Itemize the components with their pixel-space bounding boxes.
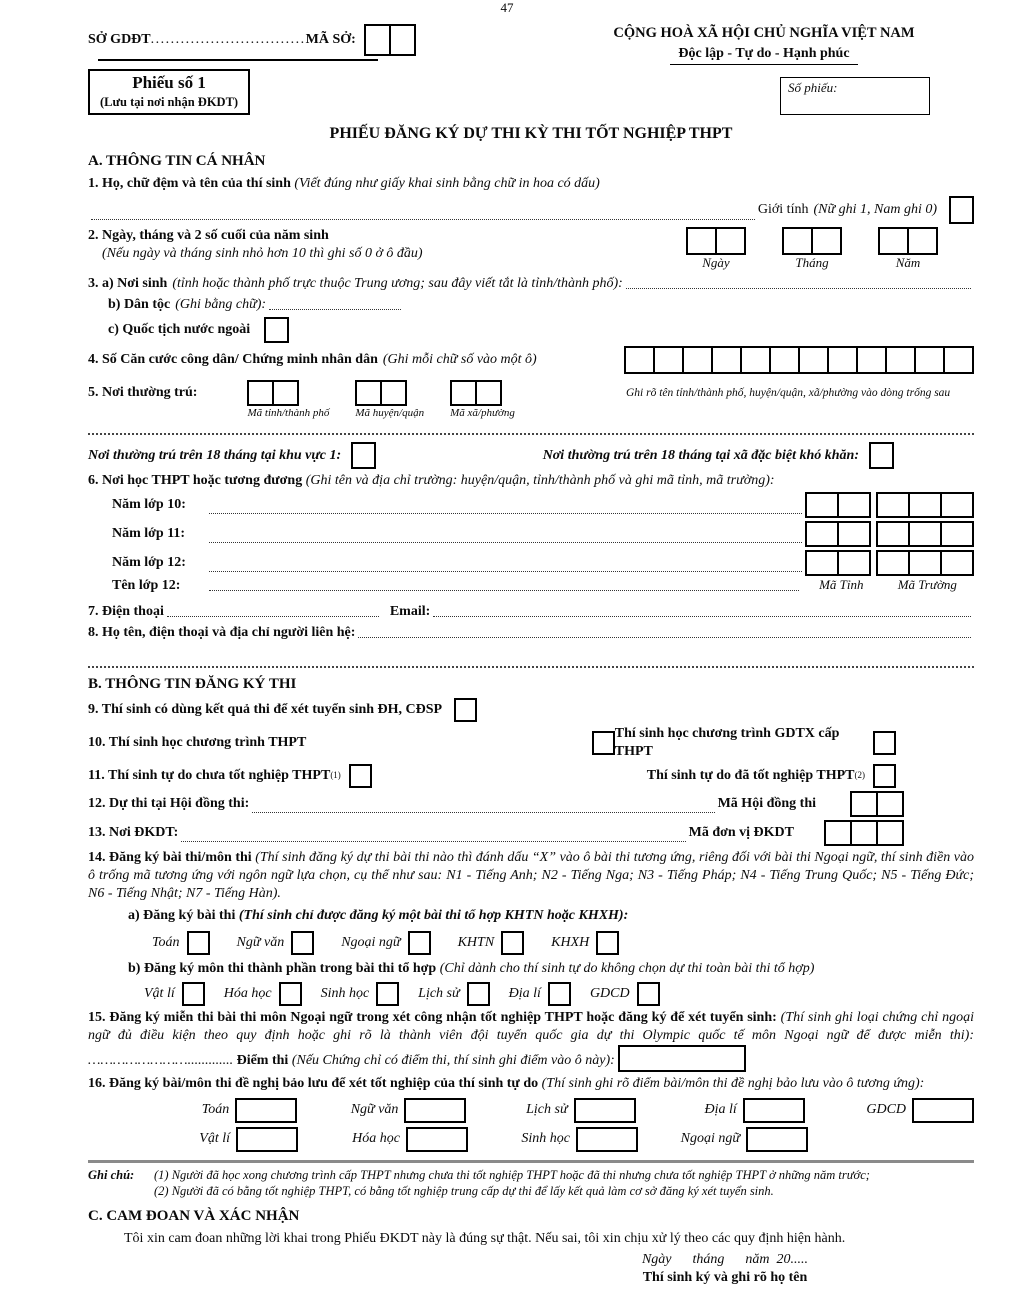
digit-cell[interactable] [272, 380, 299, 406]
section-a-heading: A. THÔNG TIN CÁ NHÂN [88, 153, 266, 170]
fullname-input-line[interactable] [91, 219, 755, 220]
item1-note: (Viết đúng như giấy khai sinh bằng chữ in hoa có dấu) [294, 175, 600, 191]
grade10-row [112, 492, 974, 518]
item6 [88, 472, 974, 490]
digit-cell[interactable] [914, 346, 945, 374]
item14a-label: a) Đăng ký bài thi [128, 907, 236, 923]
school11-input-line[interactable] [209, 542, 802, 543]
reserve-label: Sinh học [521, 1130, 570, 1146]
item7 [88, 603, 974, 621]
subject-label: Toán [152, 934, 180, 950]
item10-left-label: 10. Thí sinh học chương trình THPT [88, 734, 307, 750]
form-number-subtitle: (Lưu tại nơi nhận ĐKDT) [100, 95, 239, 110]
item3b [108, 296, 974, 314]
district-code-group [355, 380, 424, 420]
item15-score-note: (Nếu Chứng chỉ có điểm thi, thí sinh ghi điểm vào ô này): [291, 1053, 615, 1069]
reserve-toan-box[interactable] [235, 1098, 297, 1123]
item10-right [615, 725, 896, 761]
item11-right-sup: (2) [854, 770, 865, 781]
digit-cell[interactable] [475, 380, 502, 406]
province-code-label: Mã tỉnh/thành phố [247, 407, 330, 420]
comp-dia-li-checkbox[interactable] [548, 982, 571, 1006]
comp-hoa-hoc-checkbox[interactable] [279, 982, 302, 1006]
digit-cell[interactable] [364, 24, 391, 56]
digit-cell[interactable] [876, 521, 910, 547]
reserve-ngoai-ngu-box[interactable] [746, 1127, 808, 1152]
digit-cell[interactable] [876, 492, 910, 518]
item5 [88, 380, 974, 420]
digit-cell[interactable] [653, 346, 684, 374]
form-number-title: Phiếu số 1 [132, 73, 206, 93]
digit-cell[interactable] [908, 521, 942, 547]
hardship-group [543, 442, 894, 469]
comp-gdcd-checkbox[interactable] [637, 982, 660, 1006]
digit-cell[interactable] [389, 24, 416, 56]
dkdt-place-input-line[interactable] [181, 841, 685, 842]
item8-label: 8. Họ tên, điện thoại và địa chỉ người liên hệ: [88, 624, 356, 640]
digit-cell[interactable] [715, 227, 746, 255]
comp-vat-li-checkbox[interactable] [182, 982, 205, 1006]
digit-cell[interactable] [908, 550, 942, 576]
form-number-row [88, 69, 974, 115]
ethnic-input-line[interactable] [269, 309, 401, 310]
email-input-line[interactable] [433, 616, 971, 617]
form-title: PHIẾU ĐĂNG KÝ DỰ THI KỲ THI TỐT NGHIỆP THPT [329, 125, 733, 143]
foreign-nationality-checkbox[interactable] [264, 317, 289, 343]
date-line[interactable]: Ngày tháng năm 20..... [641, 1251, 809, 1267]
subject-label: GDCD [589, 985, 630, 1001]
item5-right-note: Ghi rõ tên tỉnh/thành phố, huyện/quận, xã/phường vào dòng trống sau [626, 387, 951, 400]
subject-khtn-checkbox[interactable] [501, 931, 524, 955]
subject-label: Hóa học [223, 985, 272, 1001]
reserve-label: Ngoại ngữ [680, 1130, 740, 1146]
item10-left [88, 731, 615, 755]
gender-box[interactable] [949, 196, 974, 224]
digit-cell[interactable] [624, 346, 655, 374]
grade11-row [112, 521, 974, 547]
item13 [88, 820, 974, 846]
item9 [88, 698, 974, 722]
item13-code-label: Mã đơn vị ĐKDT [688, 824, 794, 840]
digit-cell[interactable] [827, 346, 858, 374]
subject-toan-checkbox[interactable] [187, 931, 210, 955]
national-motto-line2: Độc lập - Tự do - Hạnh phúc [670, 45, 857, 65]
reserve-vat-li-box[interactable] [236, 1127, 298, 1152]
digit-cell[interactable] [940, 550, 974, 576]
item11-left-sup: (1) [330, 770, 341, 781]
province-code-group [247, 380, 329, 420]
subject-label: Ngữ văn [236, 934, 285, 950]
subject-label: Sinh học [320, 985, 370, 1001]
serial-number-box[interactable] [780, 77, 930, 115]
reserve-lich-su-box[interactable] [574, 1098, 636, 1123]
ward-code-group [450, 380, 515, 420]
comp-lich-su-checkbox[interactable] [467, 982, 490, 1006]
grade12-code-cells [805, 550, 974, 576]
hardship-checkbox[interactable] [869, 442, 894, 469]
reserve-label: Địa lí [704, 1101, 737, 1117]
page-number: 47 [500, 0, 514, 15]
item11-left-label: 11. Thí sinh tự do chưa tốt nghiệp THPT [88, 767, 331, 783]
gdtx-program-checkbox[interactable] [873, 731, 896, 755]
digit-cell[interactable] [856, 346, 887, 374]
item4-label: 4. Số Căn cước công dân/ Chứng minh nhân dân [88, 352, 378, 368]
header-underline [98, 59, 378, 61]
footnote-2: (2) Người đã có bằng tốt nghiệp THPT, có bằng tốt nghiệp trung cấp dự thi để lấy kết quả làm cơ sở đăng ký xét tuyển sinh. [154, 1184, 774, 1199]
digit-cell[interactable] [940, 521, 974, 547]
reserve-dia-li-box[interactable] [743, 1098, 805, 1123]
item14a-note: (Thí sinh chỉ được đăng ký một bài thi tổ hợp KHTN hoặc KHXH): [238, 907, 629, 923]
code-column-labels [802, 577, 974, 594]
item3a [88, 275, 974, 293]
digit-cell[interactable] [876, 820, 904, 846]
uni-admission-checkbox[interactable] [454, 698, 477, 722]
zone-row [88, 442, 974, 469]
gender-note: (Nữ ghi 1, Nam ghi 0) [813, 201, 937, 217]
zone1-label: Nơi thường trú trên 18 tháng tại khu vực 1: [88, 447, 342, 463]
item11 [88, 764, 974, 788]
item16 [88, 1075, 974, 1093]
exam-council-code-cells [850, 791, 904, 817]
dept-code-label: MÃ SỞ: [305, 31, 356, 47]
digit-cell[interactable] [769, 346, 800, 374]
class12-row [112, 577, 974, 595]
digit-cell[interactable] [837, 550, 871, 576]
day-label: Ngày [702, 254, 730, 270]
footnote-1: (1) Người đã học xong chương trình cấp THPT nhưng chưa thi tốt nghiệp THPT hoặc đã thi nhưng chưa tốt nghiệp THPT ở những năm trước; [154, 1167, 870, 1182]
zone1-checkbox[interactable] [351, 442, 376, 469]
item11-left [88, 764, 372, 788]
grade11-code-cells [805, 521, 974, 547]
reserve-sinh-hoc-box[interactable] [576, 1127, 638, 1152]
digit-cell[interactable] [850, 791, 878, 817]
subject-ngu-van-checkbox[interactable] [291, 931, 314, 955]
item6-label: 6. Nơi học THPT hoặc tương đương [88, 473, 303, 489]
item12-label: 12. Dự thi tại Hội đồng thi: [88, 795, 250, 811]
thpt-program-checkbox[interactable] [592, 731, 615, 755]
section-b-heading: B. THÔNG TIN ĐĂNG KÝ THI [88, 676, 297, 693]
reserve-gdcd-box[interactable] [912, 1098, 974, 1123]
subject-ngoai-ngu-checkbox[interactable] [408, 931, 431, 955]
subject-label: Địa lí [508, 985, 541, 1001]
item8 [88, 624, 974, 642]
birth-month-group [782, 227, 842, 272]
item11-right-label: Thí sinh tự do đã tốt nghiệp THPT [646, 767, 855, 783]
item5-label: 5. Nơi thường trú: [88, 385, 198, 401]
class12-label: Tên lớp 12: [112, 577, 181, 593]
digit-cell[interactable] [798, 346, 829, 374]
digit-cell[interactable] [682, 346, 713, 374]
footnote-divider [88, 1160, 974, 1163]
section-c-heading: C. CAM ĐOAN VÀ XÁC NHẬN [88, 1208, 300, 1225]
language-score-box[interactable] [618, 1045, 746, 1072]
digit-cell[interactable] [907, 227, 938, 255]
reserve-label: Toán [201, 1101, 230, 1117]
subject-label: KHXH [551, 934, 590, 950]
item16-label: 16. Đăng ký bài/môn thi đề nghị bảo lưu để xét tốt nghiệp của thí sinh tự do [88, 1076, 539, 1092]
phone-input-line[interactable] [167, 616, 379, 617]
digit-cell[interactable] [805, 521, 839, 547]
item1-label: 1. Họ, chữ đệm và tên của thí sinh [88, 175, 291, 191]
item1 [88, 175, 974, 193]
reserve-hoa-hoc-box[interactable] [406, 1127, 468, 1152]
school-code-column-label: Mã Trường [897, 577, 957, 593]
birth-day-group [686, 227, 746, 272]
reserve-label: GDCD [866, 1101, 907, 1117]
signature-instruction: Thí sinh ký và ghi rõ họ tên [642, 1270, 808, 1286]
contact-extra-input-line[interactable] [88, 660, 974, 668]
free-candidate-not-graduated-checkbox[interactable] [349, 764, 372, 788]
year-label: Năm [895, 254, 921, 270]
province-code-column-label: Mã Tỉnh [819, 577, 864, 593]
reserve-label: Lịch sử [526, 1101, 568, 1117]
digit-cell[interactable] [355, 380, 382, 406]
digit-cell[interactable] [805, 492, 839, 518]
reserve-label: Hóa học [352, 1130, 400, 1146]
contact-input-line[interactable] [358, 637, 971, 638]
item14b-label: b) Đăng ký môn thi thành phần trong bài thi tổ hợp [128, 960, 437, 976]
item14 [88, 849, 974, 904]
item1-input-row [88, 196, 974, 224]
item2 [88, 227, 974, 272]
grade12-label: Năm lớp 12: [112, 554, 186, 570]
zone1-group [88, 442, 376, 469]
reserve-row-1 [88, 1098, 974, 1123]
digit-cell[interactable] [943, 346, 974, 374]
digit-cell[interactable] [908, 492, 942, 518]
item2-note: (Nếu ngày và tháng sinh nhỏ hơn 10 thì ghi số 0 ở ô đầu) [102, 246, 423, 262]
item10 [88, 725, 974, 761]
digit-cell[interactable] [885, 346, 916, 374]
reserve-row-2 [88, 1127, 974, 1152]
subject-khxh-checkbox[interactable] [596, 931, 619, 955]
item7-label: 7. Điện thoại [88, 603, 164, 619]
digit-cell[interactable] [876, 791, 904, 817]
footnotes [88, 1167, 974, 1201]
item14a-subjects [152, 931, 974, 955]
digit-cell[interactable] [247, 380, 274, 406]
national-motto-line1: CỘNG HOÀ XÃ HỘI CHỦ NGHĨA VIỆT NAM [613, 25, 915, 41]
email-label: Email: [389, 603, 431, 619]
subject-label: Vật lí [144, 985, 175, 1001]
item14b-note: (Chỉ dành cho thí sinh tự do không chọn dự thi toàn bài thi tổ hợp) [439, 960, 815, 976]
grade11-label: Năm lớp 11: [112, 525, 186, 541]
item15 [88, 1009, 974, 1072]
subject-label: Ngoại ngữ [341, 934, 401, 950]
digit-cell[interactable] [686, 227, 717, 255]
subject-label: KHTN [457, 934, 495, 950]
digit-cell[interactable] [837, 492, 871, 518]
cccd-cells [624, 346, 974, 374]
digit-cell[interactable] [380, 380, 407, 406]
item11-right [647, 764, 896, 788]
date-sign-block [560, 1251, 890, 1287]
free-candidate-graduated-checkbox[interactable] [873, 764, 896, 788]
month-label: Tháng [795, 254, 829, 270]
birthplace-input-line[interactable] [626, 288, 971, 289]
ward-code-label: Mã xã/phường [450, 407, 515, 420]
serial-label: Số phiếu: [788, 80, 838, 96]
item12-code-label: Mã Hội đồng thi [717, 795, 816, 811]
digit-cell[interactable] [940, 492, 974, 518]
item2-label: 2. Ngày, tháng và 2 số cuối của năm sinh [88, 227, 329, 243]
item15-label: 15. Đăng ký miễn thi bài thi môn Ngoại ngữ trong xét công nhận tốt nghiệp THPT hoặc đăng ký để xét tuyển sinh: [88, 1009, 777, 1025]
digit-cell[interactable] [824, 820, 852, 846]
department-block [88, 24, 416, 61]
item16-note: (Thí sinh ghi rõ điểm bài/môn thi đề nghị bảo lưu vào ô tương ứng): [541, 1076, 925, 1092]
form-header [88, 24, 974, 65]
residence-detail-input-line[interactable] [88, 427, 974, 435]
item3b-label: b) Dân tộc [108, 296, 171, 312]
comp-sinh-hoc-checkbox[interactable] [376, 982, 399, 1006]
subject-label: Lịch sử [418, 985, 460, 1001]
digit-cell[interactable] [837, 521, 871, 547]
digit-cell[interactable] [740, 346, 771, 374]
item14-note: (Thí sinh đăng ký dự thi bài thi nào thì đánh dấu “X” vào ô bài thi tương ứng, riêng đối với bài thi Ngoại ngữ, thí sinh điền vào ô trống mã tương ứng với ngôn ngữ lựa chọn, cụ thể như sau: N1 - Tiếng Anh; N2 - Tiếng Nga; N3 - Tiếng Pháp; N4 - Tiếng Trung Quốc; N5 - Tiếng Đức; N6 - Tiếng Nhật; N7 - Tiếng Hàn). [88, 850, 975, 902]
item14-label: 14. Đăng ký bài thi/môn thi [88, 850, 252, 866]
item15-note: (Thí sinh ghi loại chứng chỉ ngoại ngữ đủ điều kiện theo quy định hoặc ghi rõ là thành viên đội tuyển quốc gia dự thi Olympic quốc tế môn Ngoại ngữ để được miễn thi): ……………………............. [88, 1009, 974, 1069]
pledge-text: Tôi xin cam đoan những lời khai trong Phiếu ĐKDT này là đúng sự thật. Nếu sai, tôi xin chịu xử lý theo các quy định hiện hành. [124, 1230, 846, 1246]
item3b-note: (Ghi bằng chữ): [175, 296, 267, 312]
digit-cell[interactable] [450, 380, 477, 406]
dept-input-line[interactable]: ............................... [150, 31, 306, 47]
dept-label: SỞ GDĐT [88, 31, 151, 47]
reserve-ngu-van-box[interactable] [404, 1098, 466, 1123]
school12-input-line[interactable] [209, 571, 802, 572]
digit-cell[interactable] [876, 550, 910, 576]
digit-cell[interactable] [878, 227, 909, 255]
gender-label: Giới tính [757, 201, 809, 217]
class12-input-line[interactable] [209, 590, 799, 591]
form-number-box [88, 69, 250, 115]
grade10-code-cells [805, 492, 974, 518]
item9-label: 9. Thí sinh có dùng kết quả thi để xét tuyển sinh ĐH, CĐSP [88, 701, 443, 717]
item15-score-label: Điểm thi [236, 1053, 289, 1069]
item14b-subjects [144, 982, 974, 1006]
grade10-label: Năm lớp 10: [112, 496, 186, 512]
school10-input-line[interactable] [209, 513, 802, 514]
digit-cell[interactable] [811, 227, 842, 255]
item13-label: 13. Nơi ĐKDT: [88, 824, 179, 840]
item12 [88, 791, 974, 817]
item14b [128, 960, 974, 978]
digit-cell[interactable] [782, 227, 813, 255]
birth-year-group [878, 227, 938, 272]
national-header [554, 24, 974, 65]
dkdt-unit-code-cells [824, 820, 904, 846]
dept-code-cells [364, 24, 416, 56]
digit-cell[interactable] [711, 346, 742, 374]
item4-note: (Ghi mỗi chữ số vào một ô) [382, 352, 537, 368]
reserve-label: Vật lí [199, 1130, 230, 1146]
hardship-label: Nơi thường trú trên 18 tháng tại xã đặc biệt khó khăn: [542, 447, 859, 463]
item14a [128, 907, 974, 925]
exam-council-input-line[interactable] [252, 812, 714, 813]
district-code-label: Mã huyện/quận [355, 407, 425, 420]
item3a-note: (tỉnh hoặc thành phố trực thuộc Trung ương; sau đây viết tắt là tỉnh/thành phố): [172, 275, 623, 291]
item3c [108, 317, 974, 343]
item10-right-label: Thí sinh học chương trình GDTX cấp THPT [614, 725, 840, 759]
digit-cell[interactable] [850, 820, 878, 846]
item4 [88, 346, 974, 374]
item6-note: (Ghi tên và địa chỉ trường: huyện/quận, tỉnh/thành phố và ghi mã tỉnh, mã trường): [305, 473, 775, 489]
digit-cell[interactable] [805, 550, 839, 576]
footnote-heading: Ghi chú: [88, 1167, 135, 1182]
reserve-label: Ngữ văn [350, 1101, 399, 1117]
item3a-label: 3. a) Nơi sinh [88, 275, 168, 291]
grade12-row [112, 550, 974, 576]
item3c-label: c) Quốc tịch nước ngoài [108, 322, 251, 338]
